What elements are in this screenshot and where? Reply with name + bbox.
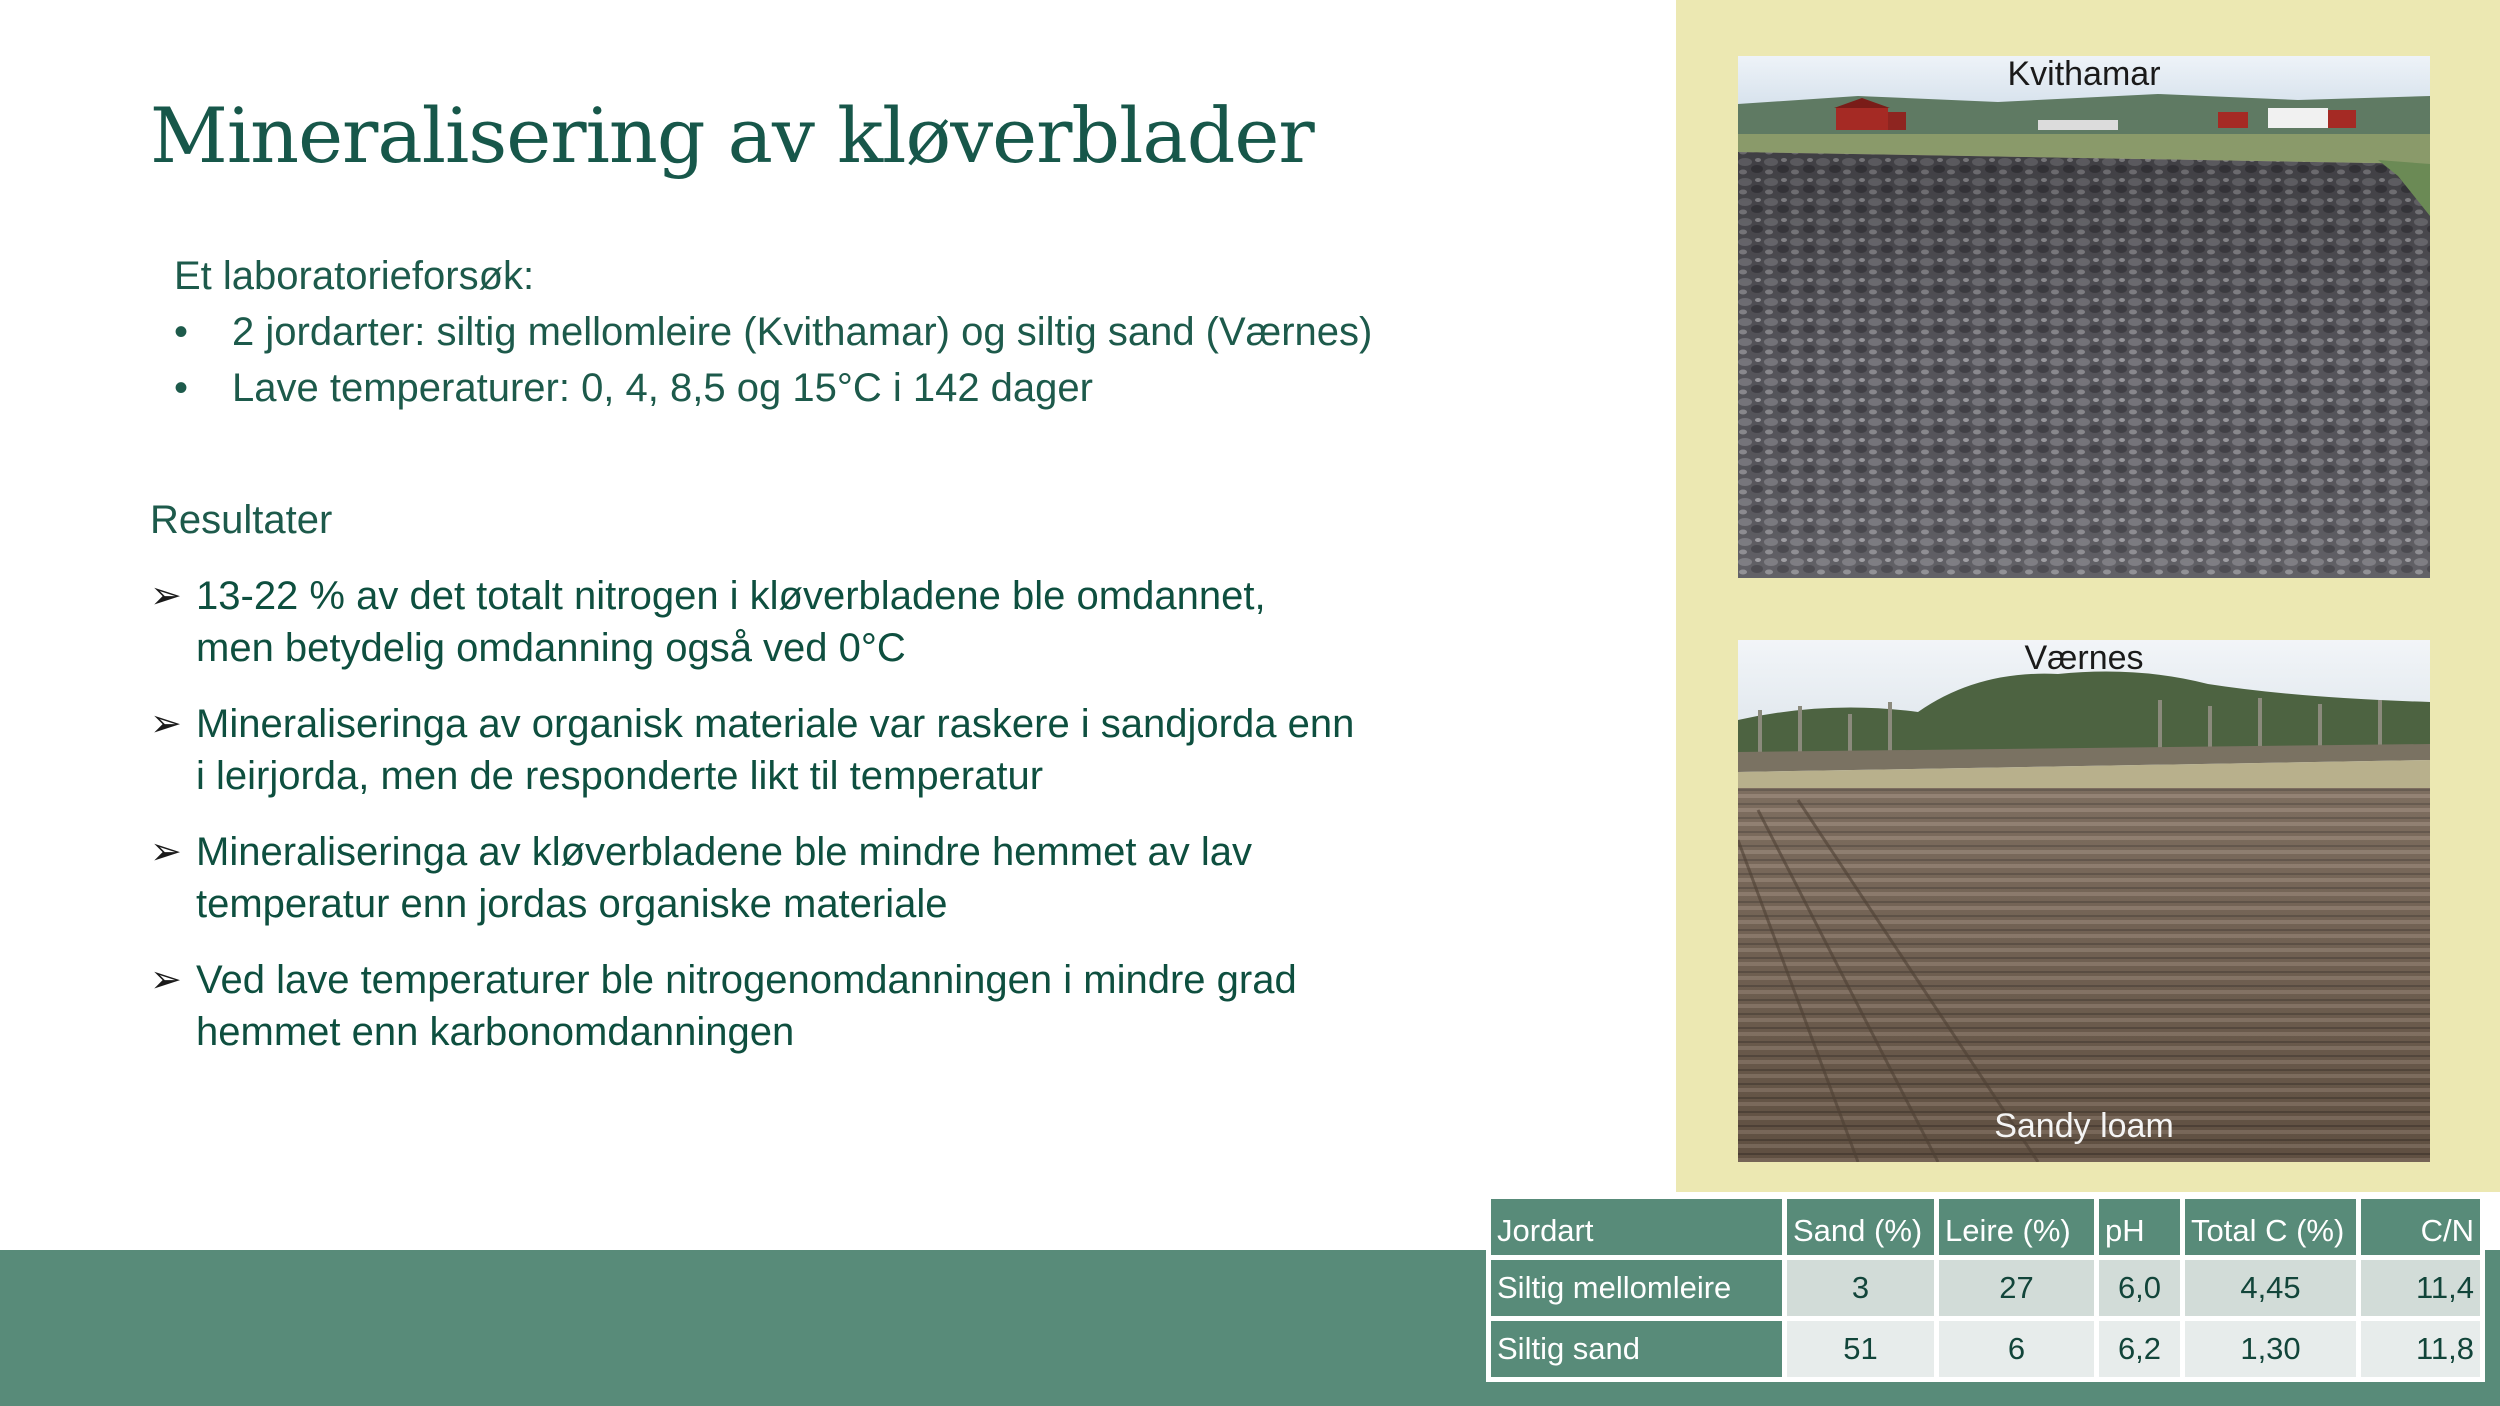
result-line: Ved lave temperaturer ble nitrogenomdanningen i mindre grad bbox=[196, 958, 1297, 1002]
column-header: Sand (%) bbox=[1785, 1197, 1937, 1258]
page-title: Mineralisering av kløverblader bbox=[150, 91, 1314, 180]
result-item bbox=[150, 570, 1510, 674]
vaernes-label: Værnes bbox=[2024, 640, 2144, 677]
result-line: i leirjorda, men de responderte likt til temperatur bbox=[196, 754, 1044, 798]
intro-bullet: • Lave temperaturer: 0, 4, 8,5 og 15°C i 142 dager bbox=[174, 360, 1534, 416]
kvithamar-label: Kvithamar bbox=[2007, 56, 2161, 93]
result-line: 13-22 % av det totalt nitrogen i kløverbladene ble omdannet, bbox=[196, 574, 1266, 618]
kvithamar-field-photo bbox=[1738, 56, 2430, 578]
sandy-loam-caption: Sandy loam bbox=[1994, 1107, 2174, 1145]
vaernes-field-image bbox=[1738, 640, 2430, 1162]
column-header: pH bbox=[2097, 1197, 2183, 1258]
table-cell-leire: 27 bbox=[1937, 1258, 2097, 1319]
table-cell-jordart: Siltig sand bbox=[1489, 1319, 1785, 1380]
results-heading: Resultater bbox=[150, 498, 333, 542]
soil-properties-table bbox=[1486, 1194, 2485, 1382]
table-row bbox=[1489, 1319, 2483, 1380]
intro-section bbox=[174, 248, 1534, 416]
table-cell-total-c: 1,30 bbox=[2183, 1319, 2359, 1380]
table-cell-sand: 3 bbox=[1785, 1258, 1937, 1319]
table-cell-ph: 6,2 bbox=[2097, 1319, 2183, 1380]
table-row bbox=[1489, 1258, 2483, 1319]
result-item bbox=[150, 954, 1510, 1058]
table-cell-total-c: 4,45 bbox=[2183, 1258, 2359, 1319]
arrow-bullet-icon: ➢ bbox=[150, 575, 182, 617]
result-line: temperatur enn jordas organiske materiale bbox=[196, 882, 948, 926]
column-header: Jordart bbox=[1489, 1197, 1785, 1258]
kvithamar-field-image bbox=[1738, 56, 2430, 578]
result-line: Mineraliseringa av kløverbladene ble mindre hemmet av lav bbox=[196, 830, 1253, 874]
result-line: Mineraliseringa av organisk materiale var raskere i sandjorda enn bbox=[196, 702, 1355, 746]
table-header-row bbox=[1489, 1197, 2483, 1258]
table-cell-cn: 11,8 bbox=[2359, 1319, 2483, 1380]
table-cell-cn: 11,4 bbox=[2359, 1258, 2483, 1319]
arrow-bullet-icon: ➢ bbox=[150, 831, 182, 873]
arrow-bullet-icon: ➢ bbox=[150, 959, 182, 1001]
vaernes-field-photo bbox=[1738, 640, 2430, 1162]
result-line: hemmet enn karbonomdanningen bbox=[196, 1010, 795, 1054]
table-cell-jordart: Siltig mellomleire bbox=[1489, 1258, 1785, 1319]
column-header: C/N bbox=[2359, 1197, 2483, 1258]
result-item bbox=[150, 698, 1510, 802]
intro-heading: Et laboratorieforsøk: bbox=[174, 254, 535, 298]
table-cell-leire: 6 bbox=[1937, 1319, 2097, 1380]
results-list bbox=[150, 570, 1510, 1082]
column-header: Leire (%) bbox=[1937, 1197, 2097, 1258]
column-header: Total C (%) bbox=[2183, 1197, 2359, 1258]
result-item bbox=[150, 826, 1510, 930]
table-cell-ph: 6,0 bbox=[2097, 1258, 2183, 1319]
intro-bullet-list bbox=[174, 304, 1534, 416]
intro-bullet: • 2 jordarter: siltig mellomleire (Kvithamar) og siltig sand (Værnes) bbox=[174, 304, 1534, 360]
arrow-bullet-icon: ➢ bbox=[150, 703, 182, 745]
table-cell-sand: 51 bbox=[1785, 1319, 1937, 1380]
result-line: men betydelig omdanning også ved 0°C bbox=[196, 626, 906, 670]
